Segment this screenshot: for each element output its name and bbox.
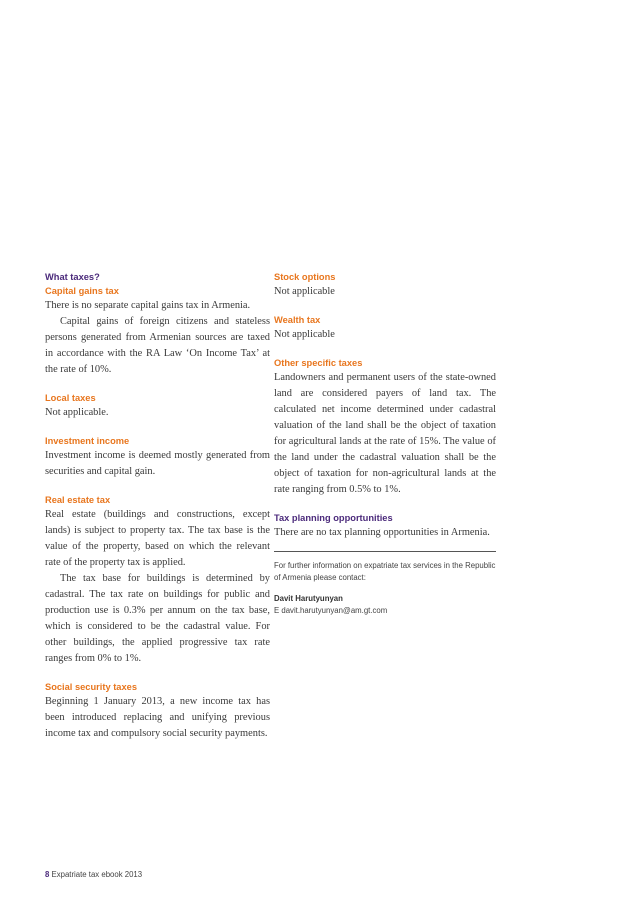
contact-intro: For further information on expatriate tax services in the Republic of Armenia please contact:	[274, 561, 496, 582]
capital-gains-text-1: There is no separate capital gains tax in Armenia.	[45, 300, 251, 311]
page-footer	[45, 870, 142, 879]
social-security-text: Beginning 1 January 2013, a new income tax has been introduced replacing and unifying previous income tax and compulsory social security payments.	[45, 696, 270, 739]
heading-wealth-tax: Wealth tax	[274, 315, 321, 325]
capital-gains-text-2: Capital gains of foreign citizens and stateless persons generated from Armenian sources are taxed in accordance with the RA Law ‘On Income Tax’ at the rate of 10%.	[45, 316, 270, 375]
heading-local-taxes: Local taxes	[45, 393, 96, 403]
investment-income-text: Investment income is deemed mostly generated from securities and capital gain.	[45, 450, 270, 477]
other-specific-taxes-text: Landowners and permanent users of the state-owned land are considered payers of land tax. The calculated net income determined under cadastral valuation of the land shall be the object of taxation for agricultural lands at the rate of 15%. The value of the land under the cadastral valuation shall be the object of taxation for non-agricultural lands at the rate ranging from 0.5% to 1%.	[274, 372, 496, 495]
heading-social-security-taxes: Social security taxes	[45, 682, 137, 692]
tax-planning-text: There are no tax planning opportunities in Armenia.	[274, 527, 490, 538]
right-column	[274, 270, 496, 616]
contact-email: E davit.harutyunyan@am.gt.com	[274, 605, 388, 615]
heading-stock-options: Stock options	[274, 272, 336, 282]
heading-tax-planning: Tax planning opportunities	[274, 513, 393, 523]
local-taxes-text: Not applicable.	[45, 407, 109, 418]
contact-block	[274, 551, 496, 616]
heading-real-estate-tax: Real estate tax	[45, 495, 111, 505]
section-heading-what-taxes: What taxes?	[45, 272, 100, 282]
real-estate-text-1: Real estate (buildings and constructions, except lands) is subject to property tax. The tax base is the value of the property, based on which the relevant rate of the property tax is applied.	[45, 509, 270, 568]
heading-investment-income: Investment income	[45, 436, 130, 446]
page-number: 8	[45, 870, 50, 879]
contact-name: Davit Harutyunyan	[274, 594, 343, 603]
heading-capital-gains-tax: Capital gains tax	[45, 286, 119, 296]
footer-title: Expatriate tax ebook 2013	[51, 870, 143, 879]
left-column	[45, 270, 270, 742]
real-estate-text-2: The tax base for buildings is determined by cadastral. The tax rate on buildings for public and production use is 0.3% per annum on the tax base, which is considered to be the cadastral value. For other buildings, the applied progressive tax rate ranges from 0% to 1%.	[45, 573, 270, 664]
heading-other-specific-taxes: Other specific taxes	[274, 358, 363, 368]
stock-options-text: Not applicable	[274, 286, 335, 297]
wealth-tax-text: Not applicable	[274, 329, 335, 340]
